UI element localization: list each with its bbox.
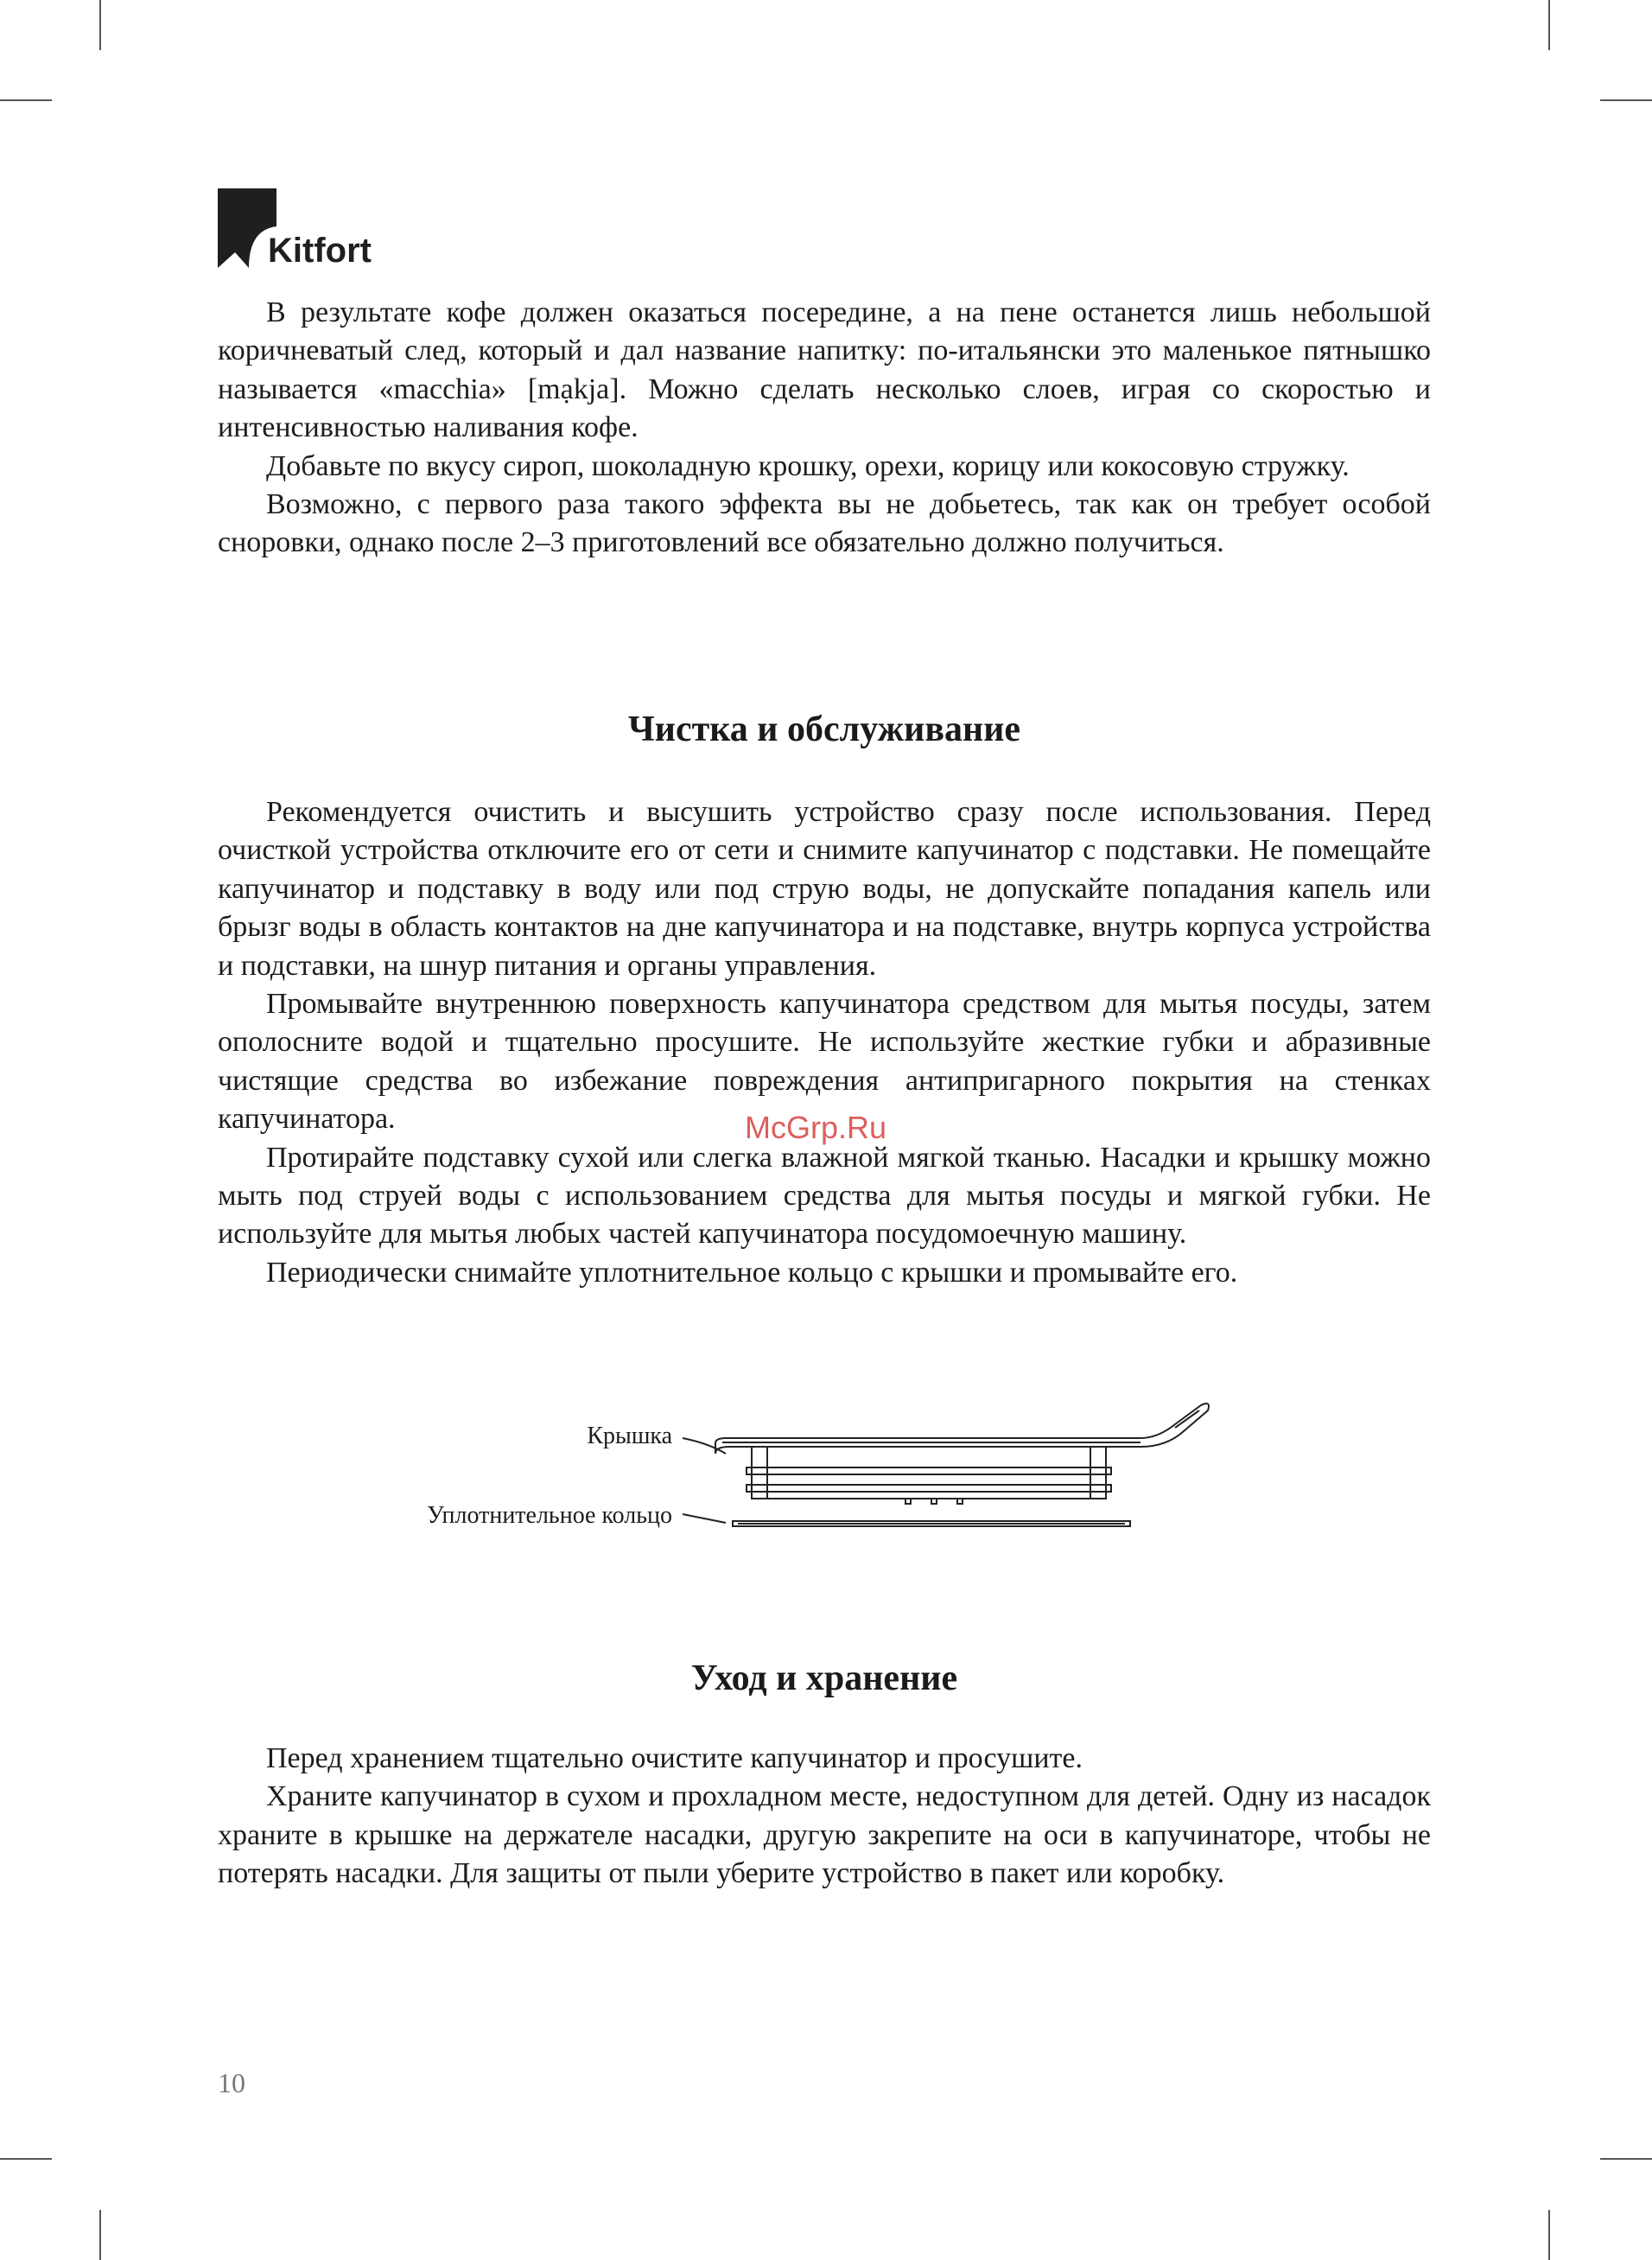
- crop-mark: [1548, 0, 1550, 50]
- paragraph: Рекомендуется очистить и высушить устройство сразу после использования. Перед очисткой устройства отключите его от сети и снимите капучинатор с подставки. Не помещайте капучинатор и подставку в воду или под струю воды, не допускайте попадания капель или брызг воды в область контактов на дне капучинатора и на подставке, внутрь корпуса устройства и подставки, на шнур питания и органы управления.: [218, 796, 1431, 982]
- paragraph: Перед хранением тщательно очистите капучинатор и просушите.: [266, 1742, 1083, 1774]
- crop-mark: [1600, 2158, 1652, 2160]
- lid-diagram: [674, 1393, 1227, 1540]
- section-title-storage: Уход и хранение: [690, 1658, 958, 1698]
- paragraph: Храните капучинатор в сухом и прохладном месте, недоступном для детей. Одну из насадок храните в крышке на держателе насадки, другую закрепите на оси в капучинаторе, чтобы не потерять насадки. Для защиты от пыли уберите устройство в пакет или коробку.: [218, 1780, 1431, 1890]
- crop-mark: [99, 2210, 101, 2260]
- logo-text: Kitfort: [268, 232, 372, 270]
- crop-mark: [1548, 2210, 1550, 2260]
- ring-label: Уплотнительное кольцо: [427, 1502, 672, 1529]
- page-number: 10: [218, 2067, 245, 2098]
- paragraph: Периодически снимайте уплотнительное кольцо с крышки и промывайте его.: [266, 1256, 1238, 1289]
- lid-label: Крышка: [587, 1423, 672, 1449]
- paragraph: Промывайте внутреннюю поверхность капучинатора средством для мытья посуды, затем ополосните водой и тщательно просушите. Не используйте жесткие губки и абразивные чистящие средства во избежание повреждения антипригарного покрытия на стенках капучинатора.: [218, 988, 1431, 1136]
- watermark: McGrp.Ru: [745, 1110, 887, 1145]
- intro-text: [218, 294, 1431, 563]
- crop-mark: [0, 99, 52, 101]
- paragraph: Протирайте подставку сухой или слегка влажной мягкой тканью. Насадки и крышку можно мыть под струей воды с использованием средства для мытья посуды и мягкой губки. Не используйте для мытья любых частей капучинатора посудомоечную машину.: [218, 1141, 1431, 1251]
- storage-text: [218, 1740, 1431, 1894]
- crop-mark: [99, 0, 101, 50]
- paragraph: Добавьте по вкусу сироп, шоколадную крошку, орехи, корицу или кокосовую стружку.: [266, 449, 1350, 482]
- paragraph: В результате кофе должен оказаться посередине, а на пене останется лишь небольшой коричневатый след, который и дал название напитку: по-итальянски это маленькое пятнышко называется «macchia» [mạkja]. Можно сделать несколько слоев, играя со скоростью и интенсивностью наливания кофе.: [218, 296, 1431, 444]
- crop-mark: [0, 2158, 52, 2160]
- crop-mark: [1600, 99, 1652, 101]
- paragraph: Возможно, с первого раза такого эффекта вы не добьетесь, так как он требует особой сноровки, однако после 2–3 приготовлений все обязательно должно получиться.: [218, 488, 1431, 559]
- cleaning-text: [218, 793, 1431, 1292]
- section-title-cleaning: Чистка и обслуживание: [627, 710, 1021, 749]
